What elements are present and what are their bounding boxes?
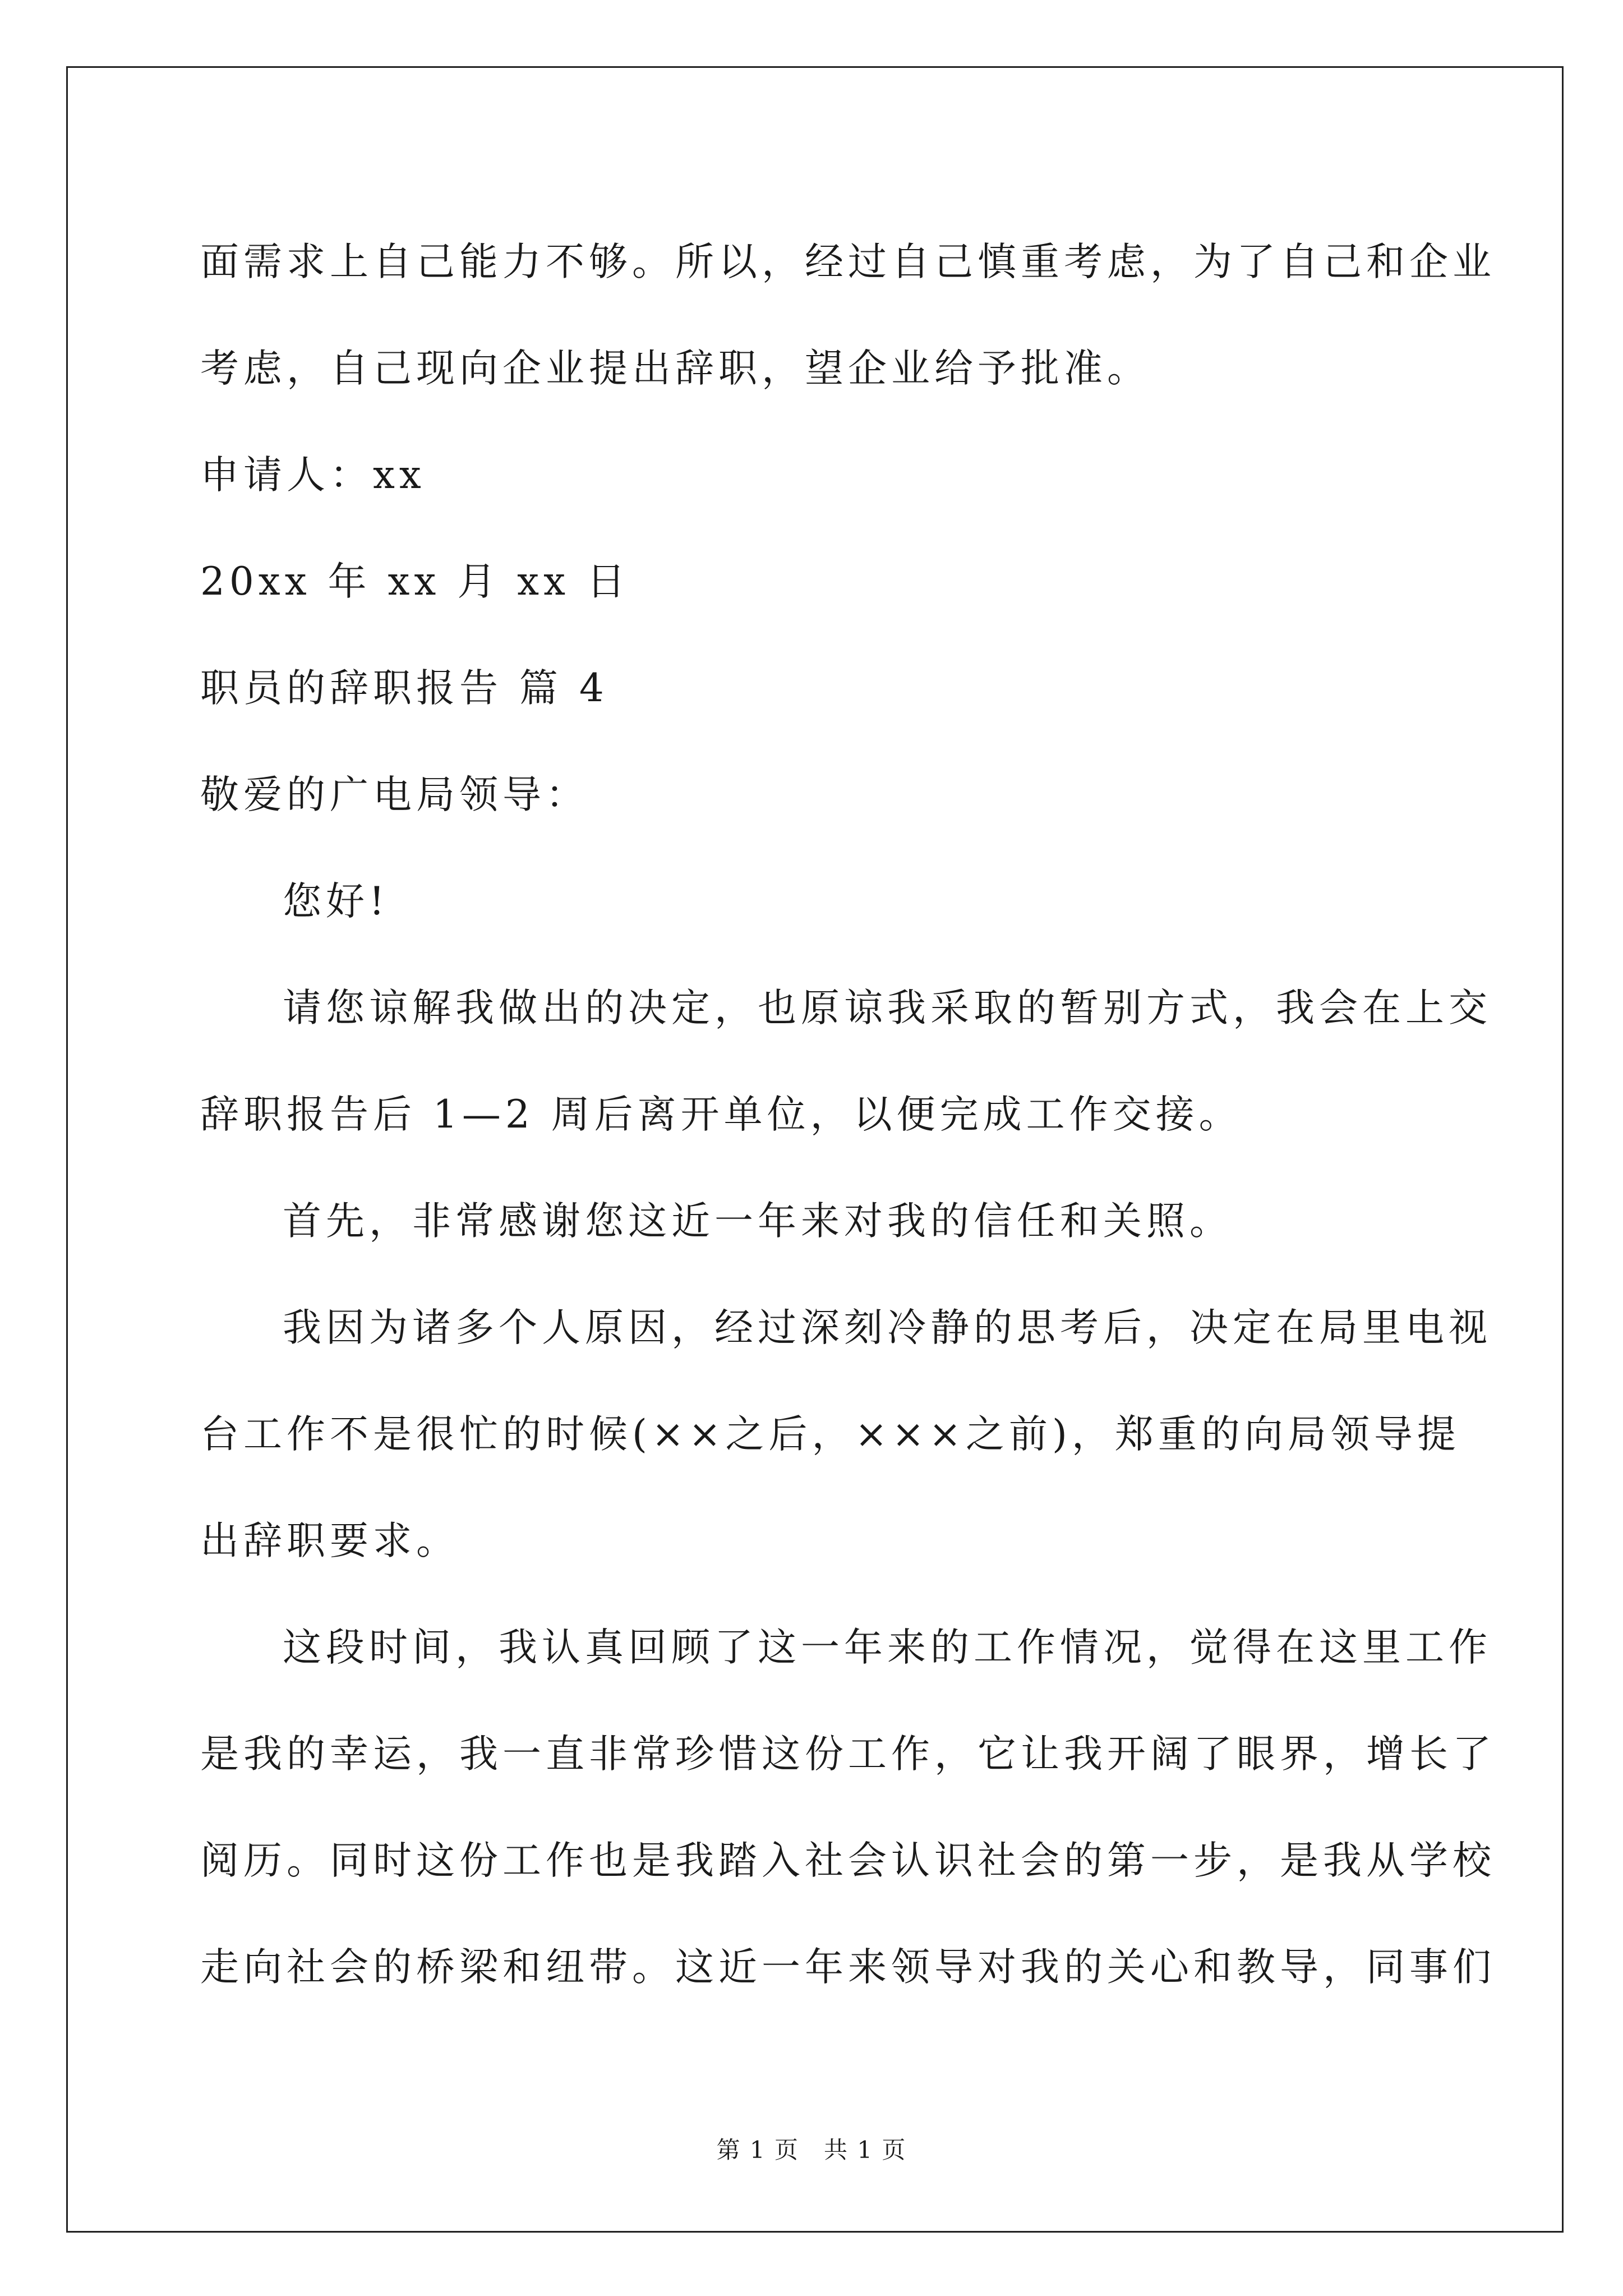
greeting: 您好!	[283, 879, 389, 924]
salutation: 敬爱的广电局领导：	[200, 772, 589, 817]
document-body	[200, 209, 1496, 2021]
text-line: 台工作不是很忙的时候(××之后，×××之前)，郑重的向局领导提	[200, 1412, 1460, 1457]
text-line: 考虑，自己现向企业提出辞职，望企业给予批准。	[200, 346, 1150, 391]
text-line: 面需求上自己能力不够。所以，经过自己慎重考虑，为了自己和企业	[200, 240, 1496, 284]
applicant-line: 申请人：xx	[200, 453, 426, 498]
text-line: 这段时间，我认真回顾了这一年来的工作情况，觉得在这里工作	[283, 1625, 1492, 1670]
text-line: 阅历。同时这份工作也是我踏入社会认识社会的第一步，是我从学校	[200, 1838, 1496, 1883]
page-footer: 第 1 页 共 1 页	[716, 2136, 907, 2164]
text-line: 是我的幸运，我一直非常珍惜这份工作，它让我开阔了眼界，增长了	[200, 1732, 1496, 1777]
text-line: 请您谅解我做出的决定，也原谅我采取的暂别方式，我会在上交	[283, 986, 1492, 1030]
text-line: 出辞职要求。	[200, 1519, 459, 1563]
text-line: 我因为诸多个人原因，经过深刻冷静的思考后，决定在局里电视	[283, 1305, 1492, 1350]
date-line: 20xx 年 xx 月 xx 日	[200, 559, 630, 604]
text-line: 辞职报告后 1—2 周后离开单位，以便完成工作交接。	[200, 1092, 1242, 1137]
section-title: 职员的辞职报告 篇 4	[200, 666, 608, 711]
text-line: 走向社会的桥梁和纽带。这近一年来领导对我的关心和教导，同事们	[200, 1945, 1496, 1990]
text-line: 首先，非常感谢您这近一年来对我的信任和关照。	[283, 1199, 1233, 1244]
